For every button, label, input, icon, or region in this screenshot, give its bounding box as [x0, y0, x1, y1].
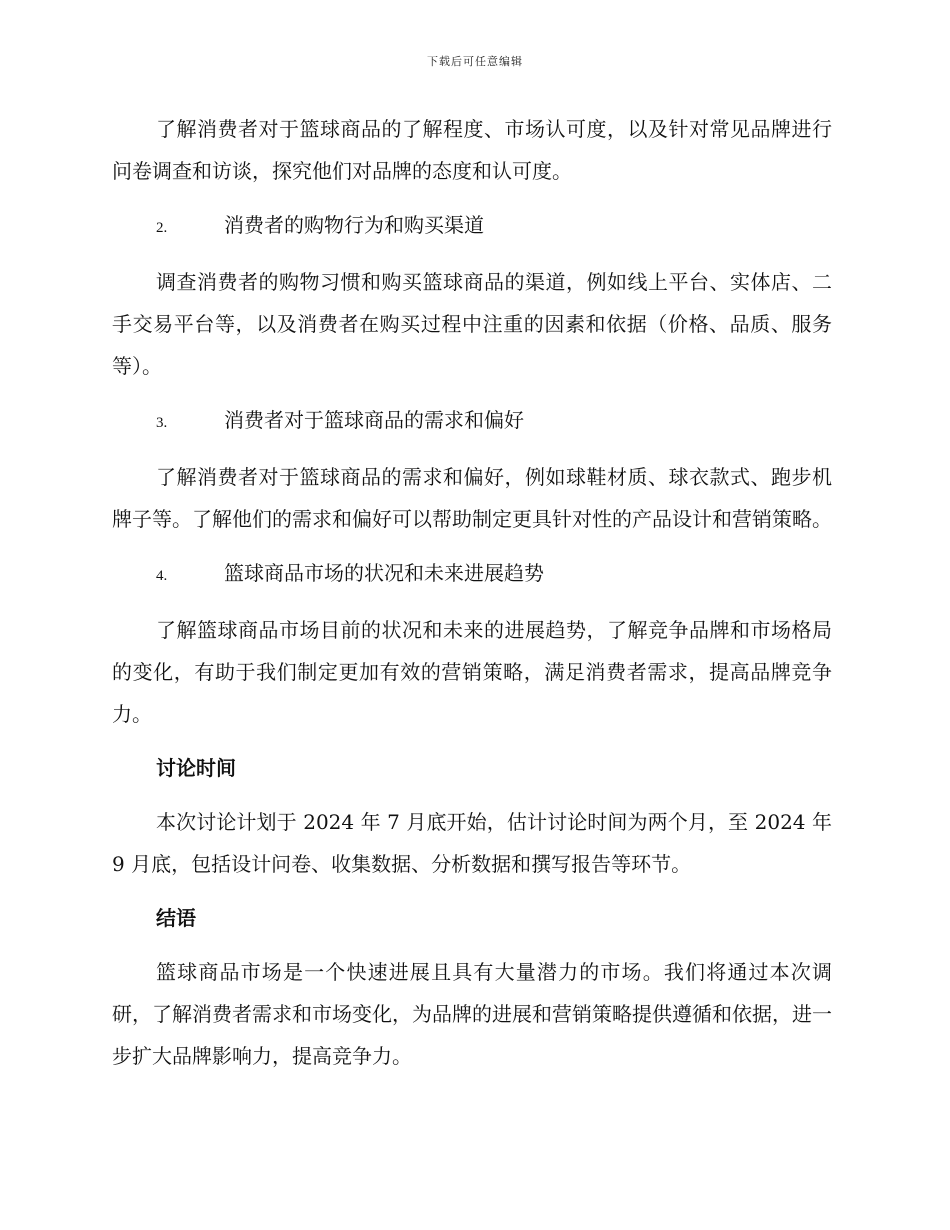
page-header: 下载后可任意编辑 — [427, 55, 523, 68]
heading-discussion-time: 讨论时间 — [156, 756, 236, 780]
paragraph-schedule: 本次讨论计划于 2024 年 7 月底开始，估计讨论时间为两个月，至 2024 年 9 月底，包括设计问卷、收集数据、分析数据和撰写报告等环节。 — [112, 810, 832, 876]
document-body — [112, 108, 832, 1089]
list-item-title: 消费者的购物行为和购买渠道 — [224, 213, 484, 237]
list-number: 4. — [156, 568, 168, 584]
paragraph-needs-preferences: 了解消费者对于篮球商品的需求和偏好，例如球鞋材质、球衣款式、跑步机牌子等。了解他们的需求和偏好可以帮助制定更具针对性的产品设计和营销策略。 — [112, 465, 832, 531]
list-item-title: 篮球商品市场的状况和未来进展趋势 — [224, 561, 544, 585]
list-number: 2. — [156, 220, 168, 236]
heading-conclusion: 结语 — [156, 906, 196, 930]
list-item-3 — [112, 399, 832, 444]
paragraph-conclusion: 篮球商品市场是一个快速进展且具有大量潜力的市场。我们将通过本次调研，了解消费者需求和市场变化，为品牌的进展和营销策略提供遵循和依据，进一步扩大品牌影响力，提高竞争力。 — [112, 960, 832, 1068]
paragraph-brand-awareness: 了解消费者对于篮球商品的了解程度、市场认可度，以及针对常见品牌进行问卷调查和访谈，探究他们对品牌的态度和认可度。 — [112, 117, 832, 183]
paragraph-market-trends: 了解篮球商品市场目前的状况和未来的进展趋势，了解竞争品牌和市场格局的变化，有助于我们制定更加有效的营销策略，满足消费者需求，提高品牌竞争力。 — [112, 618, 832, 726]
paragraph-shopping-behavior: 调查消费者的购物习惯和购买篮球商品的渠道，例如线上平台、实体店、二手交易平台等，以及消费者在购买过程中注重的因素和依据（价格、品质、服务等）。 — [112, 270, 832, 378]
list-item-title: 消费者对于篮球商品的需求和偏好 — [224, 408, 524, 432]
list-number: 3. — [156, 415, 168, 431]
list-item-2 — [112, 204, 832, 249]
list-item-4 — [112, 552, 832, 597]
